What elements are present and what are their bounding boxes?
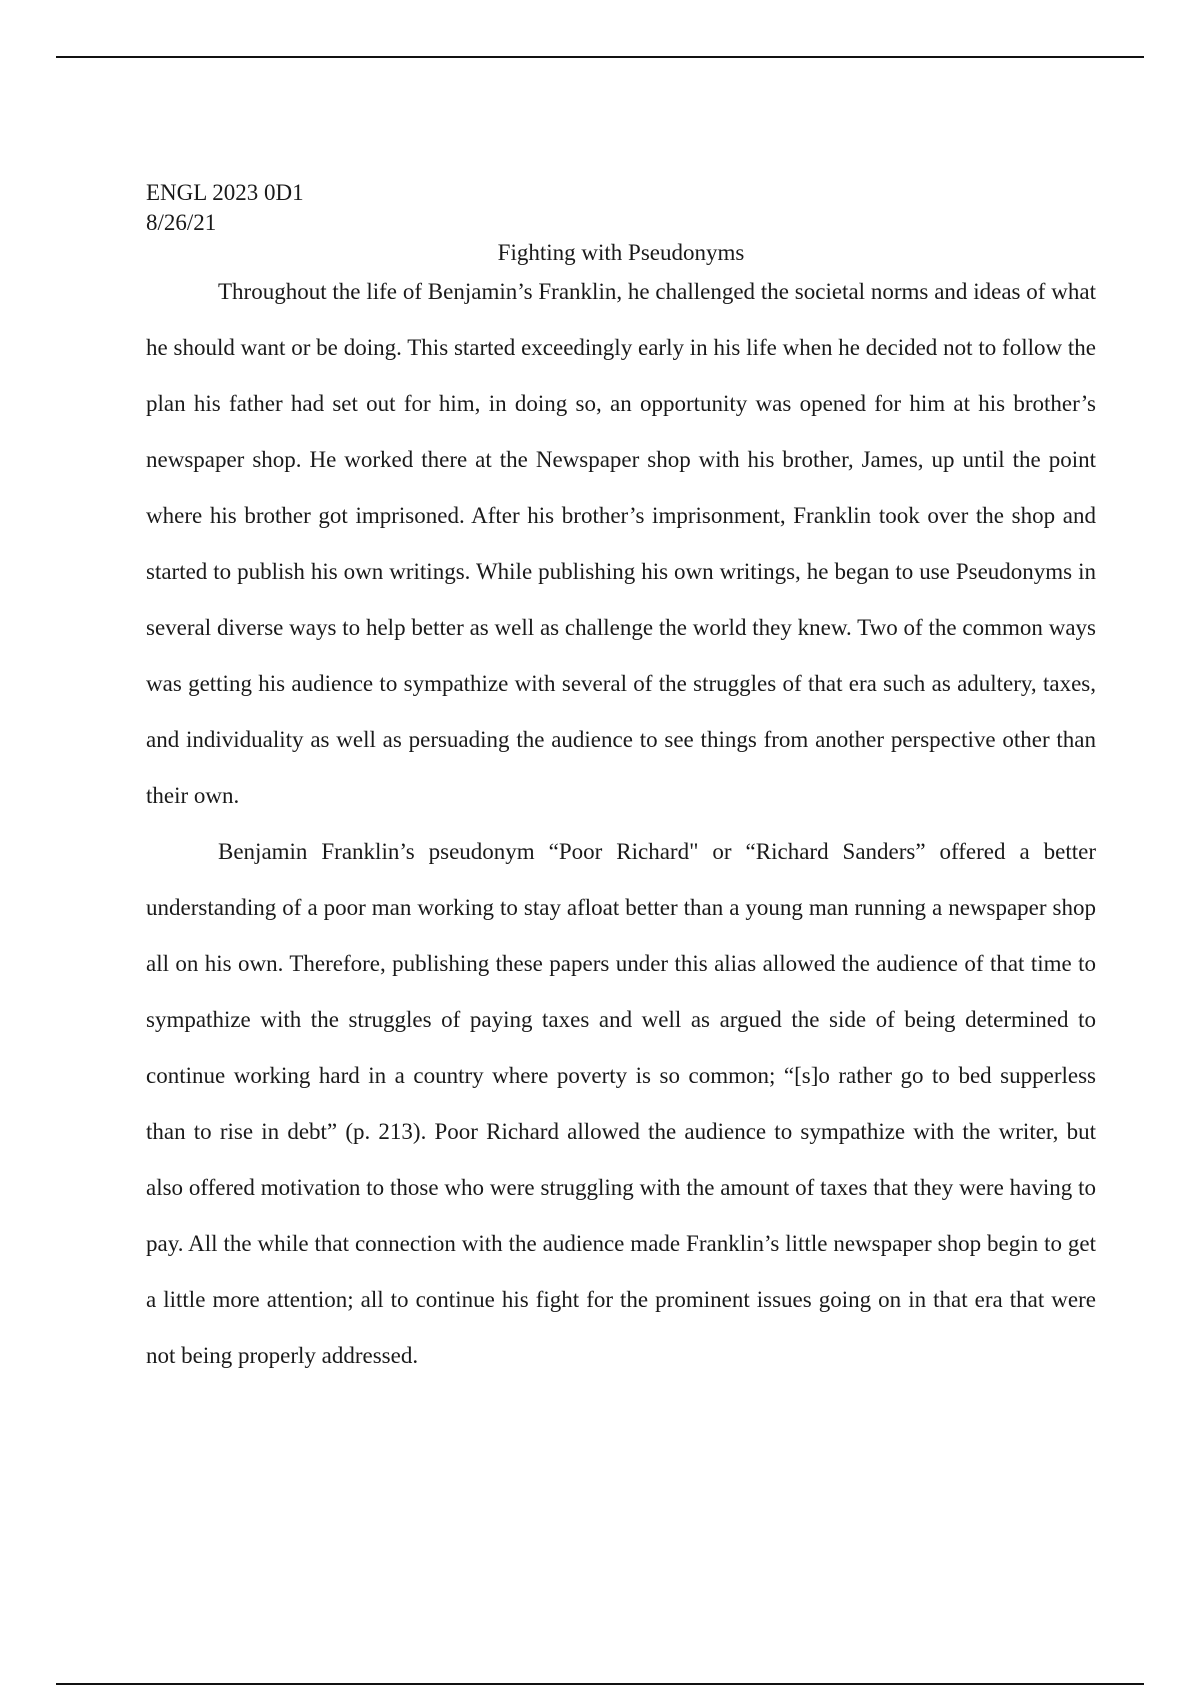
paragraph-2: Benjamin Franklin’s pseudonym “Poor Richard" or “Richard Sanders” offered a better understanding of a poor man working to stay afloat better than a young man running a newspaper shop all on his own. Therefore, publishing these papers under this alias allowed the audience of that time to sympathize with the struggles of paying taxes and well as argued the side of being determined to continue working hard in a country where poverty is so common; “[s]o rather go to bed supperless than to rise in debt” (p. 213). Poor Richard allowed the audience to sympathize with the writer, but also offered motivation to those who were struggling with the amount of taxes that they were having to pay. All the while that connection with the audience made Franklin’s little newspaper shop begin to get a little more attention; all to continue his fight for the prominent issues going on in that era that were not being properly addressed. [146, 839, 1096, 1368]
bottom-page-border [56, 1683, 1144, 1685]
document-date: 8/26/21 [146, 210, 217, 235]
course-code: ENGL 2023 0D1 [146, 180, 304, 205]
essay-body [146, 264, 1096, 1384]
paragraph-1: Throughout the life of Benjamin’s Franklin, he challenged the societal norms and ideas of what he should want or be doing. This started exceedingly early in his life when he decided not to follow the plan his father had set out for him, in doing so, an opportunity was opened for him at his brother’s newspaper shop. He worked there at the Newspaper shop with his brother, James, up until the point where his brother got imprisoned. After his brother’s imprisonment, Franklin took over the shop and started to publish his own writings. While publishing his own writings, he began to use Pseudonyms in several diverse ways to help better as well as challenge the world they knew. Two of the common ways was getting his audience to sympathize with several of the struggles of that era such as adultery, taxes, and individuality as well as persuading the audience to see things from another perspective other than their own. [146, 279, 1096, 808]
document-page [146, 178, 1096, 1384]
document-title: Fighting with Pseudonyms [497, 240, 745, 265]
top-page-border [56, 56, 1144, 58]
